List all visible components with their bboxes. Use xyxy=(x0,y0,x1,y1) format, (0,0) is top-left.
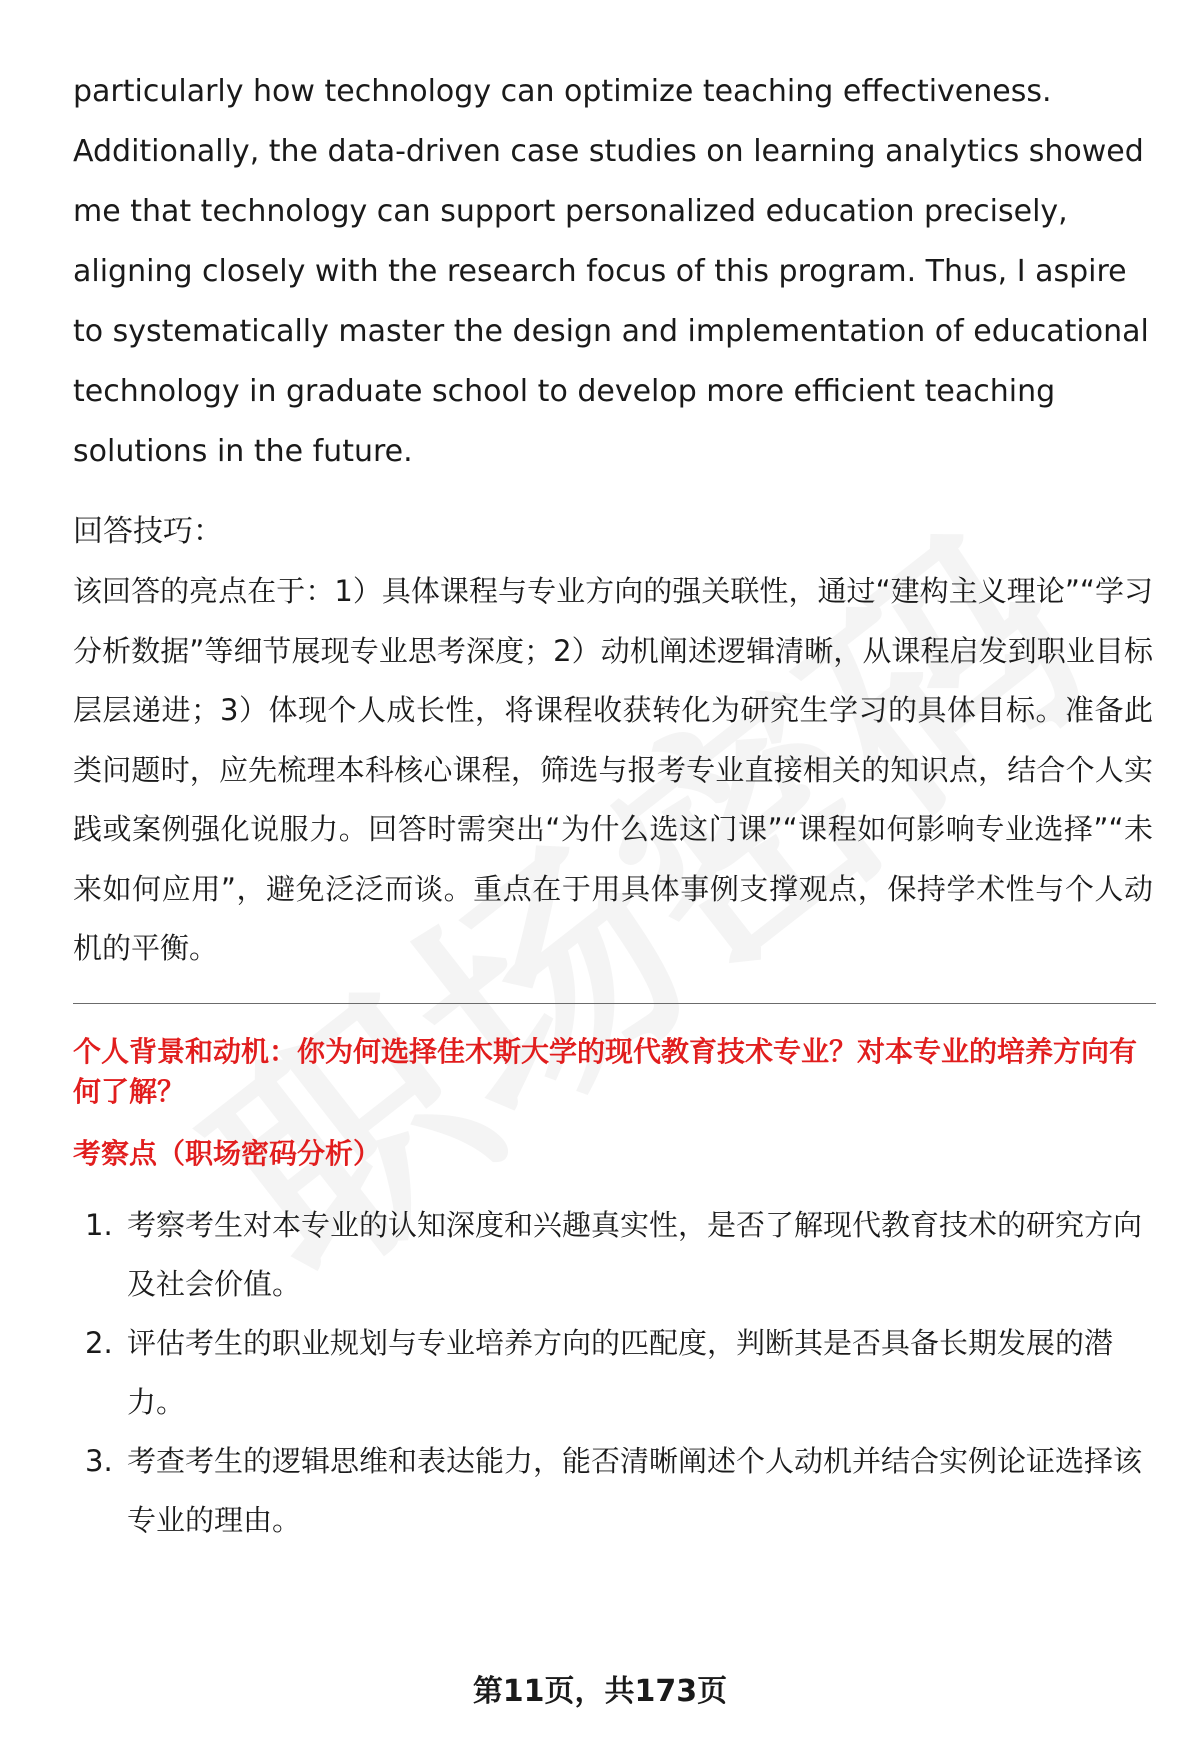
list-item-number: 3. xyxy=(85,1443,113,1478)
section-divider xyxy=(73,1003,1156,1004)
page-number: 第11页，共173页 xyxy=(472,1674,728,1709)
list-item xyxy=(73,1432,1153,1550)
tips-label: 回答技巧： xyxy=(73,514,223,549)
list-item-number: 2. xyxy=(85,1325,113,1360)
assessment-points-heading: 考察点（职场密码分析） xyxy=(73,1136,382,1170)
list-item xyxy=(73,1314,1153,1432)
list-item-number: 1. xyxy=(85,1207,113,1242)
tips-paragraph: 该回答的亮点在于：1）具体课程与专业方向的强关联性，通过“建构主义理论”“学习分析数据”等细节展现专业思考深度；2）动机阐述逻辑清晰，从课程启发到职业目标层层递进；3）体现个人成长性，将课程收获转化为研究生学习的具体目标。准备此类问题时，应先梳理本科核心课程，筛选与报考专业直接相关的知识点，结合个人实践或案例强化说服力。回答时需突出“为什么选这门课”“课程如何影响专业选择”“未来如何应用”，避免泛泛而谈。重点在于用具体事例支撑观点，保持学术性与个人动机的平衡。 xyxy=(73,574,1153,965)
list-item-text: 考查考生的逻辑思维和表达能力，能否清晰阐述个人动机并结合实例论证选择该专业的理由。 xyxy=(127,1443,1143,1537)
list-item-text: 考察考生对本专业的认知深度和兴趣真实性，是否了解现代教育技术的研究方向及社会价值。 xyxy=(127,1207,1143,1301)
assessment-points-list xyxy=(73,1196,1153,1550)
list-item-text: 评估考生的职业规划与专业培养方向的匹配度，判断其是否具备长期发展的潜力。 xyxy=(127,1325,1114,1419)
english-answer-paragraph: particularly how technology can optimize teaching effectiveness. Additionally, the data-driven case studies on learning analytics showed me that technology can support personalized education precisely, aligning closely with the research focus of this program. Thus, I aspire to systematically master the design and implementation of educational technology in graduate school to develop more efficient teaching solutions in the future. xyxy=(73,74,1149,469)
page-content xyxy=(73,62,1153,1550)
list-item xyxy=(73,1196,1153,1314)
question-heading: 个人背景和动机：你为何选择佳木斯大学的现代教育技术专业？对本专业的培养方向有何了解？ xyxy=(73,1034,1138,1108)
